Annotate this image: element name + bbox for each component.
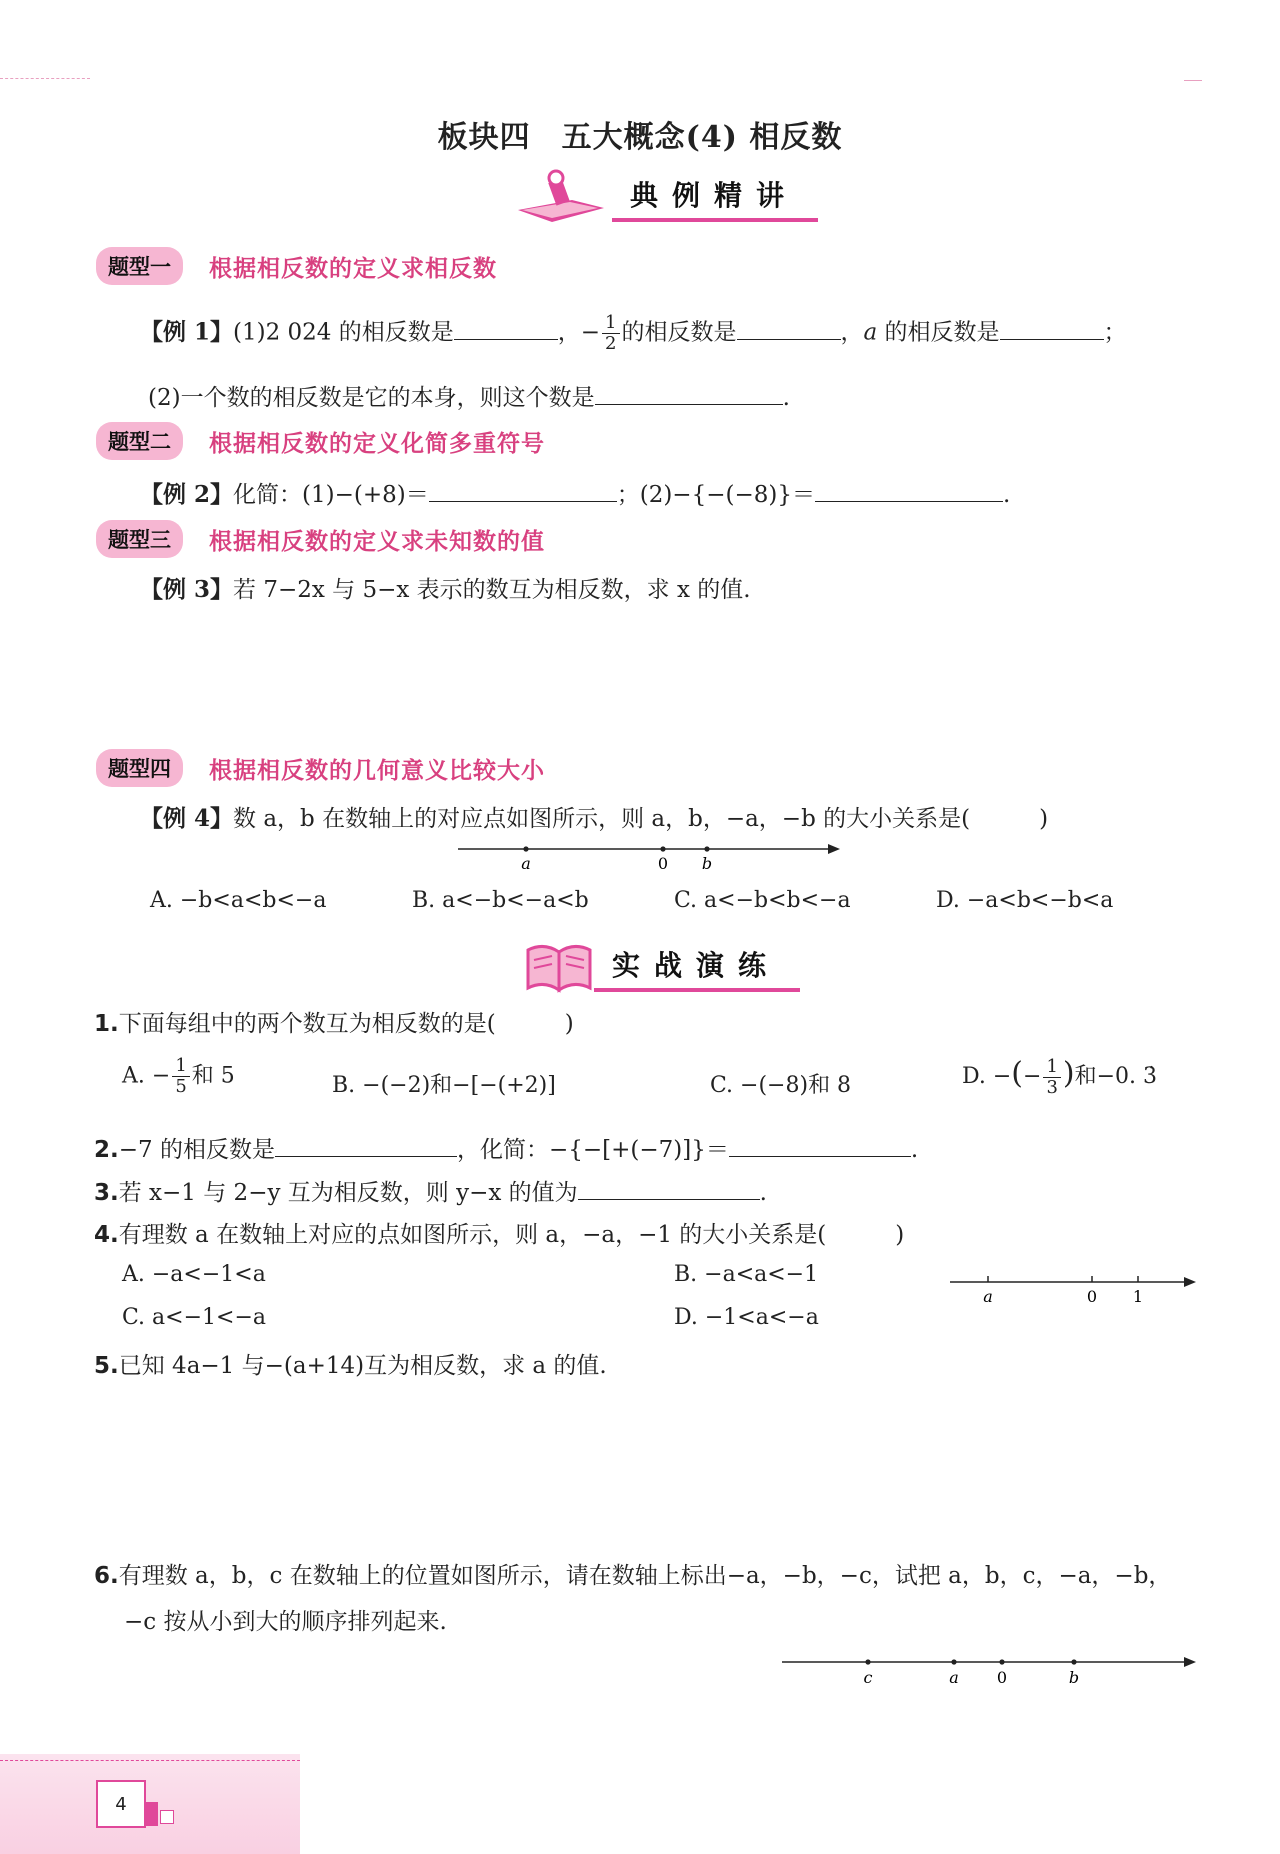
example1-part1: (1)2 024 的相反数是: [233, 319, 454, 346]
example3: [140, 571, 751, 604]
example2-label: 【例 2】: [140, 481, 234, 508]
question-1: [94, 1005, 574, 1038]
axis-arrow: [1184, 1657, 1196, 1667]
answer-blank-5[interactable]: [429, 479, 617, 502]
type2-tag: 题型二: [96, 422, 183, 460]
number-line-example4: [458, 836, 848, 876]
axis-label-c: c: [863, 1668, 873, 1687]
example1-part2: (2)一个数的相反数是它的本身，则这个数是: [148, 385, 595, 411]
axis-label-b: b: [701, 854, 713, 873]
question-5-number: 5.: [94, 1353, 119, 1379]
example2-text-a: 化简：(1)−(+8)＝: [233, 482, 429, 508]
section-label-practice: 实战演练: [594, 940, 800, 992]
type3-header: [96, 520, 545, 558]
question-2-text-b: ，化简：−{−[+(−7)]}＝: [456, 1137, 729, 1163]
example2-text-b: ；(2)−{−(−8)}＝: [616, 482, 815, 508]
number-line-question4: [950, 1270, 1200, 1310]
type2-title: 根据相反数的定义化简多重符号: [209, 430, 545, 457]
type1-header: [96, 247, 497, 285]
question-1-option-d[interactable]: D. −(− $\frac{1}{3}$ )和−0. 3̇: [962, 1055, 1158, 1098]
footer-dashed-line: [0, 1760, 300, 1761]
question-1-number: 1.: [94, 1011, 119, 1037]
axis-label-0: 0: [1086, 1287, 1098, 1306]
question-6-number: 6.: [94, 1563, 119, 1589]
example1-line1: 【例 1】(1)2 024 的相反数是 ，− $\frac{1}{2}$ 的相反数是 ，a 的相反数是 ；: [140, 312, 1127, 354]
example4-option-a[interactable]: A. −b<a<b<−a: [150, 888, 327, 913]
fraction-denominator: 2: [605, 333, 617, 354]
example2-end: .: [1002, 482, 1011, 508]
fraction-fifth: [172, 1056, 189, 1097]
fraction-third: [1043, 1057, 1060, 1098]
question-6-text-1: 有理数 a，b，c 在数轴上的位置如图所示，请在数轴上标出−a，−b，−c，试把 a，b，c，−a，−b，: [118, 1563, 1172, 1589]
fraction-half: [602, 313, 619, 354]
example1-part2-end: .: [782, 385, 790, 411]
type1-title: 根据相反数的定义求相反数: [209, 255, 497, 282]
question-2-number: 2.: [94, 1137, 119, 1163]
answer-blank-3[interactable]: [1000, 317, 1104, 340]
question-4-option-d[interactable]: D. −1<a<−a: [674, 1305, 819, 1330]
type2-header: [96, 422, 545, 460]
question-3: [94, 1174, 767, 1207]
example4: [140, 800, 1048, 833]
book-icon: [524, 936, 594, 996]
example4-option-c[interactable]: C. a<−b<b<−a: [674, 888, 851, 913]
question-5-text: 已知 4a−1 与−(a+14)互为相反数，求 a 的值.: [118, 1353, 607, 1379]
axis-label-b: b: [1068, 1668, 1080, 1687]
question-4-number: 4.: [94, 1222, 119, 1248]
question-3-number: 3.: [94, 1180, 119, 1206]
answer-blank-4[interactable]: [595, 382, 783, 405]
type3-title: 根据相反数的定义求未知数的值: [209, 528, 545, 555]
example4-option-d[interactable]: D. −a<b<−b<a: [936, 888, 1114, 913]
question-5: [94, 1347, 607, 1380]
footer-square: [160, 1810, 174, 1824]
answer-blank-6[interactable]: [815, 479, 1003, 502]
section-banner-examples: [512, 168, 818, 224]
example1-sign: ，−: [557, 319, 601, 346]
example4-text: 数 a，b 在数轴上的对应点如图所示，则 a，b，−a，−b 的大小关系是( ): [233, 806, 1049, 832]
question-6-line1: [94, 1557, 1171, 1590]
example1-line2: [148, 379, 790, 412]
answer-blank-7[interactable]: [275, 1134, 457, 1157]
question-2: [94, 1131, 918, 1164]
point-a: [951, 1659, 956, 1664]
point-0: [660, 846, 665, 851]
point-a: [523, 846, 528, 851]
question-4-option-a[interactable]: A. −a<−1<a: [122, 1262, 266, 1287]
axis-label-0: 0: [657, 854, 669, 873]
answer-blank-2[interactable]: [737, 317, 841, 340]
fraction-numerator: 1: [172, 1056, 189, 1077]
section-label-examples: 典例精讲: [612, 170, 818, 222]
question-4-text: 有理数 a 在数轴上对应的点如图所示，则 a，−a，−1 的大小关系是( ): [118, 1222, 905, 1248]
example1-label: 【例 1】: [140, 318, 234, 346]
axis-label-a: a: [521, 854, 531, 873]
axis-arrow: [828, 844, 840, 854]
var-a: a: [863, 319, 878, 346]
question-6-text-2: −c 按从小到大的顺序排列起来.: [124, 1609, 447, 1635]
point-b: [1071, 1659, 1076, 1664]
type4-title: 根据相反数的几何意义比较大小: [209, 757, 545, 784]
question-2-end: .: [910, 1137, 919, 1163]
question-1-option-c[interactable]: C. −(−8)和 8: [710, 1073, 852, 1098]
question-4: [94, 1216, 904, 1249]
page-title: 板块四 五大概念(4) 相反数: [437, 120, 843, 155]
question-6-line2: [124, 1603, 447, 1636]
number-line-question6: [782, 1650, 1202, 1692]
axis-label-1: 1: [1132, 1287, 1144, 1306]
grinder-icon: [512, 166, 612, 226]
example1-part1e: 的相反数是: [877, 319, 1000, 346]
example3-text: 若 7−2x 与 5−x 表示的数互为相反数，求 x 的值.: [233, 577, 751, 603]
question-1-option-b[interactable]: B. −(−2)和−[−(+2)]: [332, 1073, 556, 1098]
question-1-option-a[interactable]: [122, 1056, 235, 1097]
type3-tag: 题型三: [96, 520, 183, 558]
fraction-denominator: 5: [175, 1076, 187, 1097]
answer-blank-8[interactable]: [729, 1134, 911, 1157]
point-c: [865, 1659, 870, 1664]
point-0: [999, 1659, 1004, 1664]
type1-tag: 题型一: [96, 247, 183, 285]
question-4-option-b[interactable]: B. −a<a<−1: [674, 1262, 819, 1287]
example3-label: 【例 3】: [140, 576, 234, 603]
answer-blank-9[interactable]: [578, 1177, 760, 1200]
example2: [140, 476, 1010, 509]
fraction-numerator: 1: [602, 313, 619, 334]
question-4-option-c[interactable]: C. a<−1<−a: [122, 1305, 266, 1330]
type4-tag: 题型四: [96, 749, 183, 787]
axis-label-0: 0: [996, 1668, 1008, 1687]
example1-part1c: 的相反数是: [621, 319, 737, 346]
page-number: 4: [96, 1780, 146, 1828]
question-3-end: .: [759, 1180, 767, 1206]
option-a-post: 和 5: [191, 1063, 235, 1089]
fraction-numerator: 1: [1043, 1057, 1060, 1078]
example1-end: ；: [1103, 319, 1127, 346]
axis-arrow: [1184, 1277, 1196, 1287]
footer-accent-bar: [144, 1802, 158, 1826]
question-1-text: 下面每组中的两个数互为相反数的是( ): [118, 1011, 574, 1037]
top-left-mark: [0, 78, 90, 79]
axis-label-a: a: [983, 1287, 993, 1306]
top-right-mark: [1184, 80, 1202, 81]
point-b: [704, 846, 709, 851]
option-a-sign: A. −: [122, 1063, 171, 1089]
example4-label: 【例 4】: [140, 805, 234, 832]
answer-blank-1[interactable]: [454, 317, 558, 340]
section-banner-practice: [524, 938, 800, 994]
axis-label-a: a: [949, 1668, 959, 1687]
example4-option-b[interactable]: B. a<−b<−a<b: [412, 888, 589, 913]
fraction-denominator: 3: [1046, 1076, 1058, 1098]
question-3-text: 若 x−1 与 2−y 互为相反数，则 y−x 的值为: [118, 1180, 578, 1206]
question-2-text-a: −7 的相反数是: [118, 1137, 275, 1163]
type4-header: [96, 749, 545, 787]
option-d-sign: D. −: [962, 1064, 1012, 1089]
option-d-post: 和−0. 3̇: [1074, 1064, 1158, 1089]
